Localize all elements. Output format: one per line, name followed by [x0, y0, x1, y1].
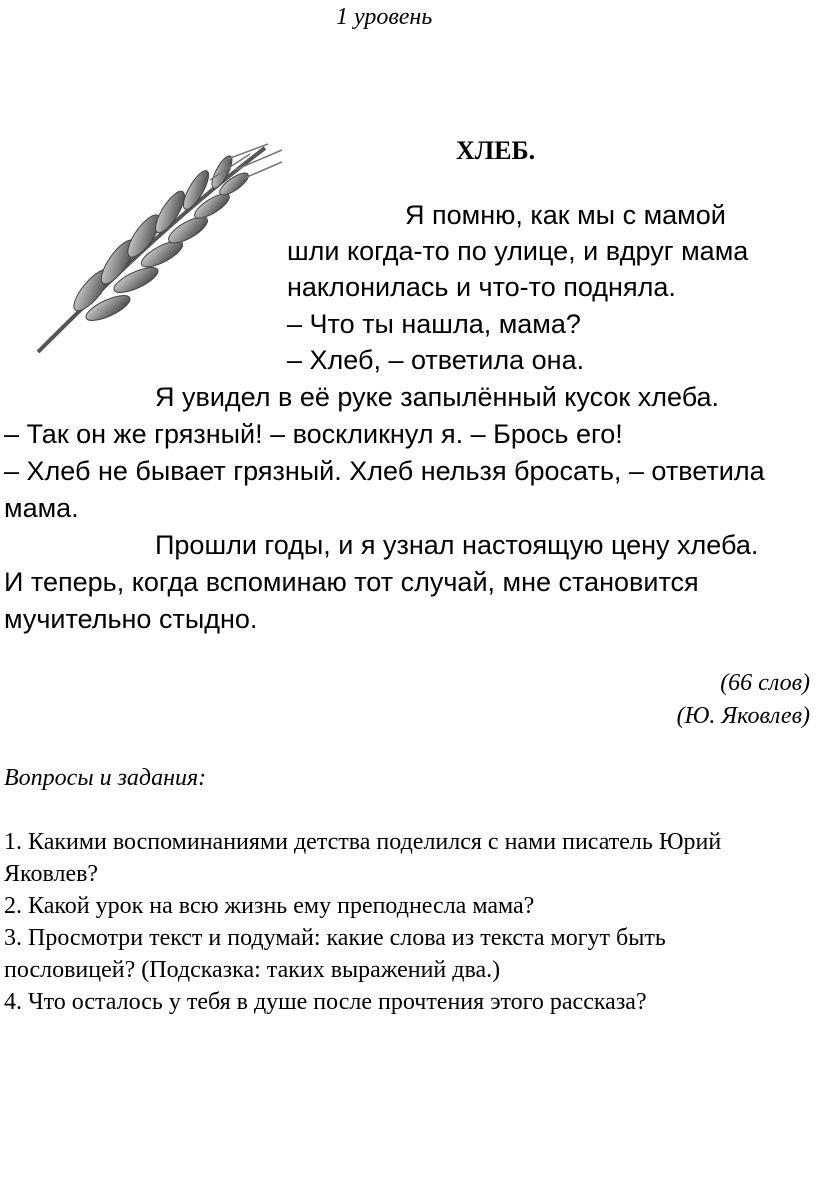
question-line-6: 4. Что осталось у тебя в душе после прочтения этого рассказа?: [4, 989, 647, 1015]
story-line-2: шли когда-то по улице, и вдруг мама: [287, 236, 749, 266]
level-label: 1 уровень: [336, 4, 433, 30]
question-line-5: пословицей? (Подсказка: таких выражений два.): [4, 957, 501, 983]
story-line-7: – Так он же грязный! – воскликнул я. – Брось его!: [4, 419, 623, 449]
questions-heading: Вопросы и задания:: [4, 765, 207, 791]
question-line-1: 1. Какими воспоминаниями детства поделился с нами писатель Юрий: [4, 829, 722, 855]
story-title: ХЛЕБ.: [456, 136, 536, 165]
story-line-8: – Хлеб не бывает грязный. Хлеб нельзя бросать, – ответила: [4, 456, 765, 486]
word-count: (66 слов): [720, 670, 810, 696]
story-line-9: мама.: [4, 493, 79, 523]
question-line-3: 2. Какой урок на всю жизнь ему преподнесла мама?: [4, 893, 535, 919]
question-line-2: Яковлев?: [4, 861, 99, 887]
story-line-10: Прошли годы, и я узнал настоящую цену хлеба.: [155, 530, 759, 560]
wheat-ear-icon: [20, 140, 290, 370]
story-line-6: Я увидел в её руке запылённый кусок хлеба.: [155, 382, 720, 412]
story-line-4: – Что ты нашла, мама?: [287, 309, 581, 339]
story-line-3: наклонилась и что-то подняла.: [287, 272, 676, 302]
author: (Ю. Яковлев): [676, 703, 810, 729]
story-line-12: мучительно стыдно.: [4, 604, 258, 634]
question-line-4: 3. Просмотри текст и подумай: какие слова из текста могут быть: [4, 925, 666, 951]
story-line-11: И теперь, когда вспоминаю тот случай, мне становится: [4, 567, 699, 597]
story-line-5: – Хлеб, – ответила она.: [287, 345, 585, 375]
story-line-1: Я помню, как мы с мамой: [405, 200, 726, 230]
